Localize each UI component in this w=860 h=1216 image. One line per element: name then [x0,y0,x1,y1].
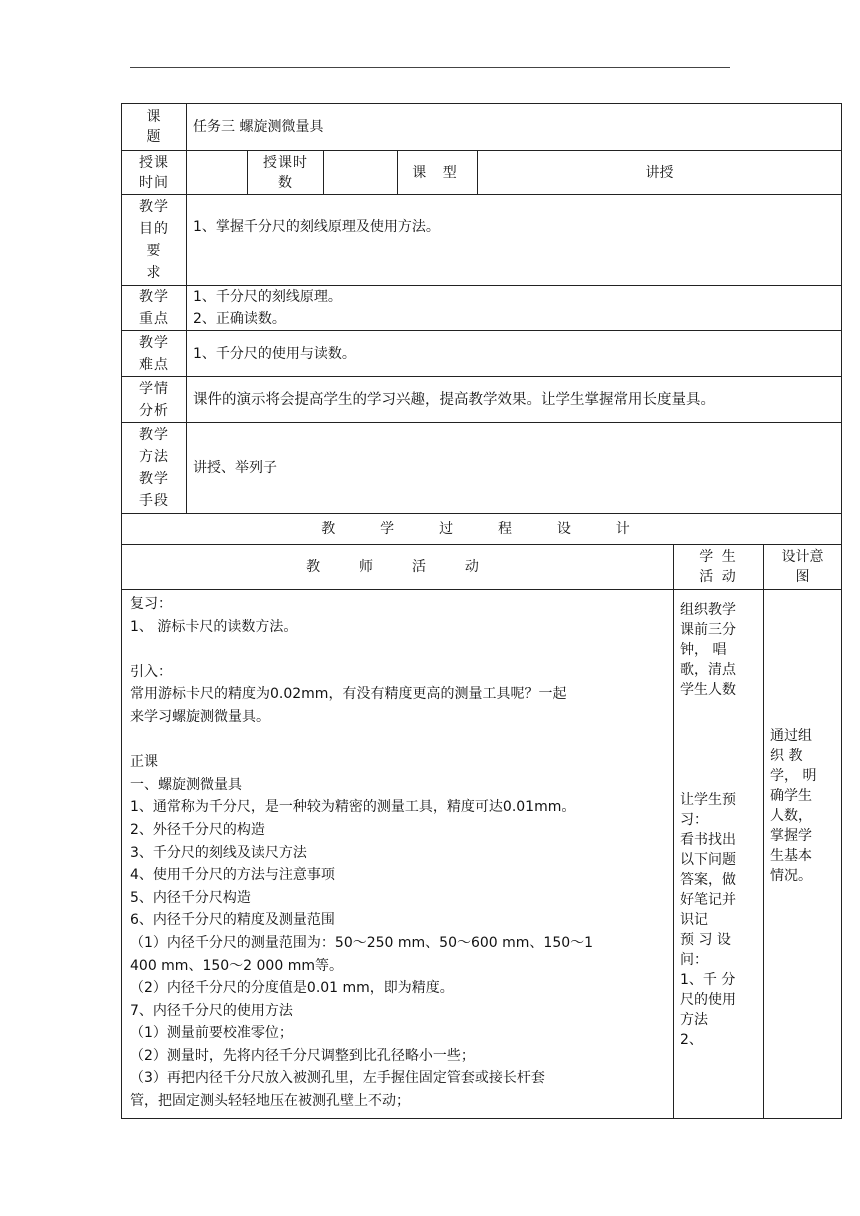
intent-line: 学， 明 [770,768,817,784]
goal-row [122,195,842,286]
intent-line: 掌握学 [770,828,812,844]
hours-label: 授课时 数 [248,151,324,195]
student-line [680,723,757,746]
teacher-line: 来学习螺旋测微量具。 [130,708,270,725]
teacher-line: （3）再把内径千分尺放入被测孔里，左手握住固定管套或接长杆套 [130,1070,545,1087]
time-label: 授课 时间 [122,151,187,195]
goal-label: 教学 目的 要 求 [122,195,187,286]
student-line: 组织教学 [680,602,736,618]
student-line: 让学生预 [680,792,736,809]
intent-line: 情况。 [770,868,812,884]
method-value: 讲授、举列子 [187,423,842,514]
intent-line: 通过组 [770,728,812,744]
key-value [187,286,842,331]
analysis-label: 学情 分析 [122,377,187,423]
analysis-row [122,377,842,423]
method-label: 教学 方法 教学 手段 [122,423,187,514]
teacher-line: （1）内径千分尺的测量范围为：50～250 mm、50～600 mm、150～1 [130,934,594,951]
difficulty-row [122,331,842,377]
student-line: 识记 [680,912,708,929]
key-item: 2、正确读数。 [193,311,286,327]
analysis-value: 课件的演示将会提高学生的学习兴趣，提高教学效果。让学生掌握常用长度量具。 [187,377,842,423]
student-line [680,745,757,768]
header-rule [130,67,730,68]
teacher-line [130,730,665,753]
teacher-line: 一、螺旋测微量具 [130,776,242,793]
type-label: 课 型 [398,151,478,195]
teacher-line [130,639,665,662]
process-header-row [122,545,842,590]
student-line: 好笔记并 [680,892,736,909]
topic-value: 任务三 螺旋测微量具 [187,104,842,151]
key-item: 1、千分尺的刻线原理。 [193,289,342,305]
teacher-line: 1、 游标卡尺的读数方法。 [130,618,298,635]
teacher-line: 常用游标卡尺的精度为0.02mm，有没有精度更高的测量工具呢？一起 [130,686,567,703]
student-line: 钟， 唱 [680,642,727,658]
teacher-line: 2、外径千分尺的构造 [130,821,265,838]
teacher-line: 引入： [130,663,172,680]
student-line: 习： [680,812,708,829]
student-line: 方法 [680,1012,708,1029]
intent-line: 确学生 [770,788,812,804]
student-line: 歌，清点 [680,662,736,678]
design-intent-header: 设计意 图 [764,545,842,590]
topic-row [122,104,842,151]
topic-label: 课 题 [122,104,187,151]
method-row [122,423,842,514]
intent-line: 织 教 [770,748,803,764]
teacher-line: 正课 [130,754,158,771]
intent-line: 人数， [770,808,812,824]
teacher-line: 7、内径千分尺的使用方法 [130,1002,293,1019]
lesson-plan-table [121,103,842,1119]
teacher-line: 400 mm、150～2 000 mm等。 [130,957,343,974]
teacher-line: 4、使用千分尺的方法与注意事项 [130,867,335,884]
teacher-line: 5、内径千分尺构造 [130,889,251,906]
teacher-line: （1）测量前要校准零位； [130,1025,293,1042]
key-label: 教学 重点 [122,286,187,331]
teacher-line: 6、内径千分尺的精度及测量范围 [130,912,335,929]
process-title-row [122,514,842,545]
student-line: 预 习 设 [680,932,731,949]
process-title: 教 学 过 程 设 计 [122,514,842,545]
teacher-activity-cell [122,590,674,1119]
student-line: 答案，做 [680,872,736,889]
teacher-line: （2）内径千分尺的分度值是0.01 mm，即为精度。 [130,980,454,997]
student-activity-header: 学 生 活 动 [674,545,764,590]
student-line: 课前三分 [680,622,736,638]
type-value: 讲授 [478,151,842,195]
process-body-row [122,590,842,1119]
time-row [122,151,842,195]
student-line: 2、 [680,1032,703,1049]
student-line: 学生人数 [680,682,736,698]
student-line [680,768,757,791]
teacher-line: 1、通常称为千分尺，是一种较为精密的测量工具，精度可达0.01mm。 [130,799,576,816]
teacher-line: 复习： [130,596,172,612]
teacher-activity-header: 教 师 活 动 [122,545,674,590]
intent-line: 生基本 [770,848,812,864]
student-line: 尺的使用 [680,992,736,1009]
teacher-line: 3、千分尺的刻线及读尺方法 [130,844,307,861]
hours-value [324,151,398,195]
student-line: 1、千 分 [680,972,736,989]
time-value [187,151,248,195]
goal-value: 1、掌握千分尺的刻线原理及使用方法。 [187,195,842,286]
student-line [680,700,757,723]
design-intent-cell [764,590,842,1119]
student-activity-cell [674,590,764,1119]
difficulty-value: 1、千分尺的使用与读数。 [187,331,842,377]
student-line: 问： [680,952,708,969]
difficulty-label: 教学 难点 [122,331,187,377]
student-line: 以下问题 [680,852,736,869]
key-row [122,286,842,331]
teacher-line: （2）测量时，先将内径千分尺调整到比孔径略小一些； [130,1047,475,1064]
student-line: 看书找出 [680,832,736,849]
teacher-line: 管，把固定测头轻轻地压在被测孔壁上不动； [130,1093,410,1110]
